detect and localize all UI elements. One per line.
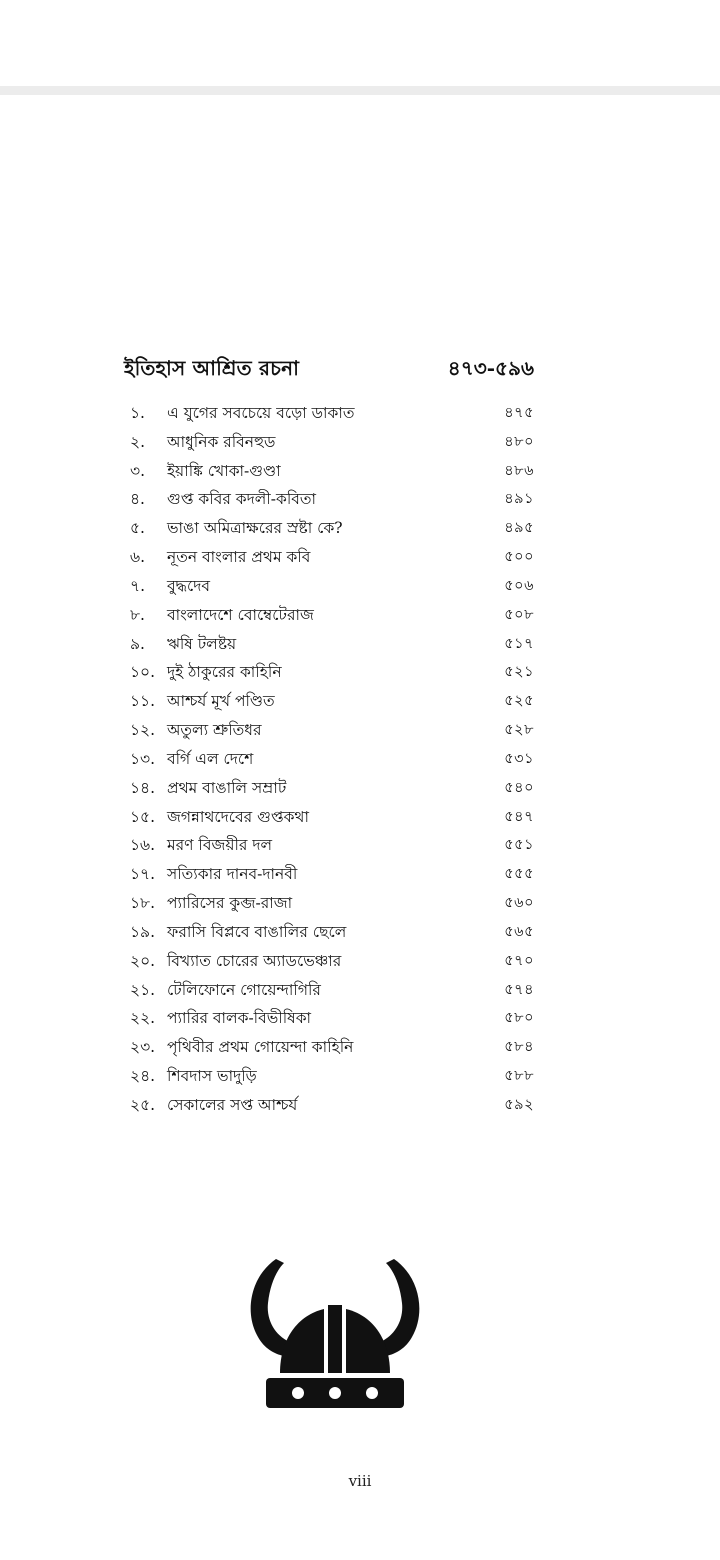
toc-entry-page: ৫৫১ [504,837,534,854]
toc-entry-number: ১৯. [130,922,156,941]
toc-entry-number: ৩. [130,461,146,480]
section-page-range: ৪৭৩-৫৯৬ [447,356,534,380]
toc-entry-number: ১২. [130,721,156,740]
toc-entry-number: ২. [130,432,146,451]
toc-entry [130,457,534,486]
toc-entry [130,745,534,774]
toc-entry-page: ৪৯১ [504,491,534,508]
toc-entry-title: ঋষি টলষ্টয় [167,634,237,653]
toc-entry-page: ৫০৬ [504,577,534,594]
toc-entry-number: ৫. [130,519,145,538]
toc-entry-number: ১৫. [130,807,156,826]
toc-entry-page: ৫৪৭ [504,808,534,825]
toc-entry-number: ১৮. [130,894,156,913]
toc-entry-title: ভাঙা অমিত্রাক্ষরের স্রষ্টা কে? [167,519,343,538]
toc-entry [130,601,534,630]
toc-entry-page: ৫৭৪ [504,981,534,998]
toc-entry [130,687,534,716]
toc-entry [130,860,534,889]
toc-entry-title: বাংলাদেশে বোম্বেটেরাজ [167,605,314,624]
toc-entry [130,1004,534,1033]
toc-entry-page: ৫০০ [504,549,534,566]
toc-entry-title: সত্যিকার দানব-দানবী [167,865,298,884]
toc-entry-title: ফরাসি বিপ্লবে বাঙালির ছেলে [167,922,347,941]
toc-entry [130,485,534,514]
toc-entry-page: ৫৮৮ [504,1068,534,1085]
toc-entry-number: ৪. [130,490,145,509]
toc-entry-title: আশ্চর্য মূর্খ পণ্ডিত [167,692,275,711]
toc-entry [130,658,534,687]
toc-entry-page: ৫৮৪ [504,1039,534,1056]
page-number: viii [348,1472,372,1490]
toc-entry-page: ৫২৫ [504,693,534,710]
toc-entry-number: ৬. [130,548,146,567]
toc-entry-title: বিখ্যাত চোরের অ্যাডভেঞ্চার [167,951,342,970]
toc-entry-page: ৪৮৬ [504,462,534,479]
toc-entry-title: পৃথিবীর প্রথম গোয়েন্দা কাহিনি [167,1038,354,1057]
toc-entry-number: ১৩. [130,749,156,768]
toc-entry-page: ৫৮০ [504,1010,534,1027]
toc-entry [130,889,534,918]
section-header [124,350,534,390]
toc-entry [130,428,534,457]
toc-entry-number: ৭. [130,576,146,595]
toc-entry-number: ২৪. [130,1067,156,1086]
toc-entry-page: ৫৫৫ [504,866,534,883]
toc-entry-title: শিবদাস ভাদুড়ি [167,1067,257,1086]
toc-entry-page: ৫৯২ [504,1096,534,1113]
toc-entry-title: সেকালের সপ্ত আশ্চর্য [167,1095,298,1114]
toc-entry-page: ৫৬৫ [504,923,534,940]
toc-entry-title: প্রথম বাঙালি সম্রাট [167,778,287,797]
toc-entry-number: ১১. [130,692,156,711]
toc-entry-number: ২০. [130,951,156,970]
toc-entry-page: ৪৭৫ [504,405,534,421]
toc-entry-page: ৫২৮ [504,722,534,739]
toc-entry-title: বর্গি এল দেশে [167,749,254,768]
toc-entry-number: ২২. [130,1009,156,1028]
section-title: ইতিহাস আশ্রিত রচনা [124,356,300,380]
toc-entry [130,630,534,659]
toc-entry-title: নূতন বাংলার প্রথম কবি [167,548,311,567]
toc-entry-title: দুই ঠাকুরের কাহিনি [167,663,282,682]
toc-entry [130,514,534,543]
toc-entry [130,1033,534,1062]
toc-entry-title: বুদ্ধদেব [167,576,210,595]
toc-entry-title: টেলিফোনে গোয়েন্দাগিরি [167,980,321,999]
toc-entry-title: প্যারিসের কুব্জ-রাজা [167,894,293,913]
top-divider-band [0,86,720,95]
toc-entry [130,1091,534,1120]
toc-entry [130,399,534,428]
toc-entry-page: ৫৩১ [504,750,534,767]
toc-entry-title: অতুল্য শ্রুতিধর [167,721,262,740]
toc-entry [130,774,534,803]
toc-entry-number: ২৫. [130,1095,156,1114]
top-blank-area [0,0,720,86]
toc-entry [130,918,534,947]
toc-entry-page: ৫৪০ [504,779,534,796]
toc-entry [130,831,534,860]
toc-entry-page: ৫৬০ [504,895,534,912]
toc-entry-title: মরণ বিজয়ীর দল [167,836,273,855]
toc-entry-number: ১৬. [130,836,156,855]
toc-entry [130,572,534,601]
toc-entry-number: ৮. [130,605,145,624]
toc-entry-page: ৪৯৫ [504,520,534,537]
toc-entry-page: ৪৮০ [504,433,534,450]
toc-entry-title: জগন্নাথদেবের গুপ্তকথা [167,807,309,826]
toc-entry-number: ২১. [130,980,156,999]
toc-entry [130,803,534,832]
toc-entry-title: আধুনিক রবিনহুড [167,432,276,451]
toc-entry-number: ১৪. [130,778,156,797]
viking-helmet-icon [246,1255,424,1410]
toc-entry [130,1062,534,1091]
toc-entry-number: ১০. [130,663,156,682]
toc-entry-number: ২৩. [130,1038,156,1057]
toc-entry [130,543,534,572]
table-of-contents [130,399,534,1120]
toc-entry-number: ১. [130,404,145,422]
toc-entry-number: ১৭. [130,865,156,884]
toc-entry-page: ৫১৭ [504,635,534,652]
toc-entry-page: ৫২১ [504,664,534,681]
toc-entry-title: প্যারির বালক-বিভীষিকা [167,1009,312,1028]
toc-entry-title: ইয়াঙ্কি খোকা-গুণ্ডা [167,461,281,480]
toc-entry-number: ৯. [130,634,145,653]
toc-entry-page: ৫০৮ [504,606,534,623]
toc-entry-page: ৫৭০ [504,952,534,969]
toc-entry-title: গুপ্ত কবির কদলী-কবিতা [167,490,317,509]
toc-entry-title: এ যুগের সবচেয়ে বড়ো ডাকাত [167,404,355,422]
toc-entry [130,716,534,745]
toc-entry [130,947,534,976]
toc-entry [130,976,534,1005]
